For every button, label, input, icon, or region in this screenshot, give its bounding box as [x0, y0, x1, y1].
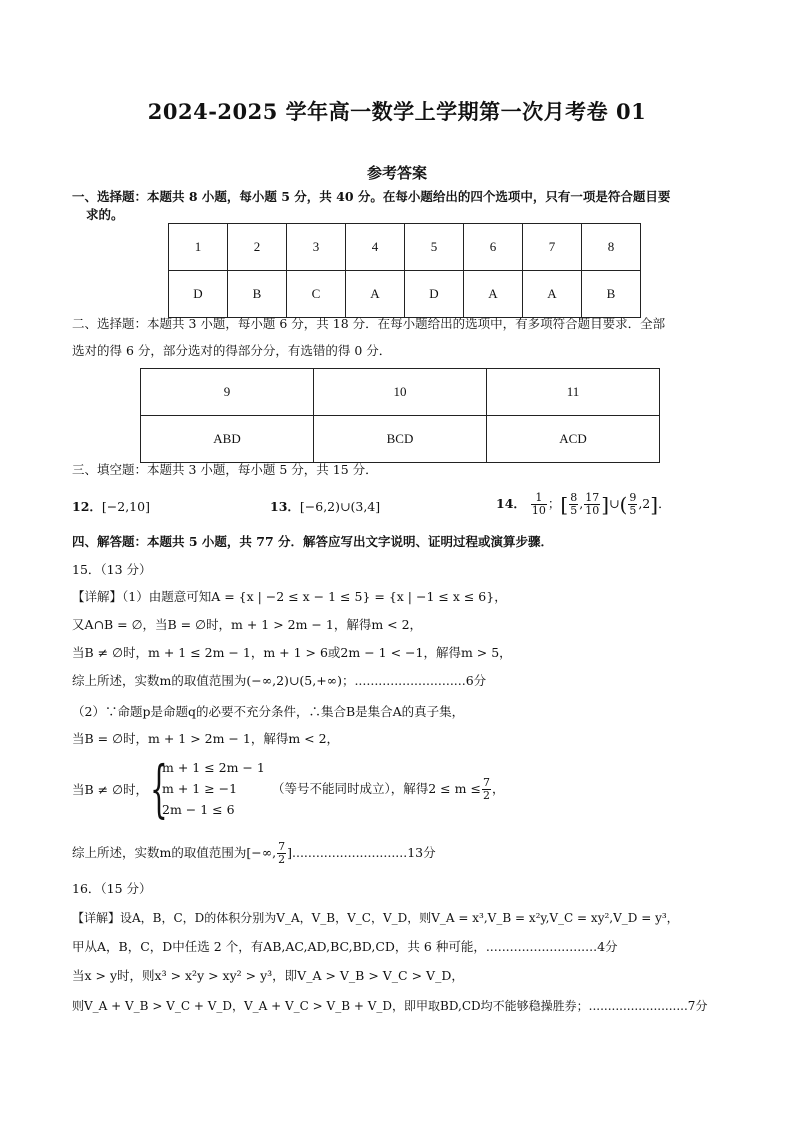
q15-system-line2: m + 1 ≥ −1 — [162, 781, 238, 796]
q15-line2: 又A∩B = ∅，当B = ∅时，m + 1 > 2m − 1，解得m < 2， — [72, 617, 423, 632]
page-title: 2024-2025 学年高一数学上学期第一次月考卷 01 — [147, 99, 647, 124]
fraction-denominator: 5 — [629, 504, 637, 517]
table-cell: 9 — [141, 369, 314, 416]
q15-line8-range: [−∞, — [246, 845, 277, 860]
fraction-numerator: 17 — [585, 491, 600, 504]
table-cell: 7 — [523, 224, 582, 271]
q14-fraction — [569, 492, 578, 517]
q12-answer: [−2,10] — [101, 499, 150, 514]
table-cell: D — [405, 271, 464, 318]
q14-label: 14． — [496, 496, 526, 511]
q14-fraction — [628, 492, 637, 517]
q15-fraction — [482, 777, 491, 802]
q14-fraction — [531, 492, 547, 517]
q15-line6: 当B = ∅时，m + 1 > 2m − 1，解得m < 2， — [72, 731, 340, 746]
q14-answer-line: 14． $\frac{1}{10}$ ；[ $\frac{8}{5}$ , $\frac{17}{10}$ ]∪( $\frac{9}{5}$ ,2]． — [496, 491, 671, 517]
fraction-numerator: 1 — [531, 492, 547, 505]
section1-answer-table — [168, 223, 641, 318]
q15-line8 — [72, 836, 436, 870]
table-cell: 8 — [582, 224, 641, 271]
section1-heading-line2: 求的。 — [86, 207, 124, 222]
table-cell: B — [228, 271, 287, 318]
q16-line2: 甲从A，B，C，D中任选 2 个，有AB,AC,AD,BC,BD,CD，共 6 种可能，............................4分 — [72, 939, 618, 954]
table-row — [141, 416, 660, 463]
q15-line7-end: ， — [491, 781, 505, 796]
q15-system-line3: 2m − 1 ≤ 6 — [162, 802, 235, 817]
fraction-denominator: 2 — [278, 853, 286, 866]
table-cell: ACD — [487, 416, 660, 463]
table-cell: 10 — [314, 369, 487, 416]
table-row — [169, 271, 641, 318]
q15-line4: 综上所述，实数m的取值范围为(−∞,2)∪(5,+∞)；............................6分 — [72, 673, 487, 688]
q15-line7-suffix — [272, 772, 504, 806]
q15-line7-prefix: 当B ≠ ∅时， — [72, 782, 148, 797]
q16-line4: 则V_A + V_B > V_C + V_D，V_A + V_C > V_B + V_D，即甲取BD,CD均不能够稳操胜券；..........................7分 — [72, 999, 708, 1013]
fraction-numerator: 7 — [278, 840, 286, 853]
q15-fraction — [277, 841, 286, 866]
table-cell: ABD — [141, 416, 314, 463]
table-cell: 11 — [487, 369, 660, 416]
system-brace: { — [150, 752, 168, 825]
bracket-close: ] — [650, 492, 659, 517]
table-cell: A — [523, 271, 582, 318]
section2-heading-line1: 二、选择题：本题共 3 小题，每小题 6 分，共 18 分．在每小题给出的选项中，有多项符合题目要求．全部 — [72, 316, 666, 331]
q15-system-line1: m + 1 ≤ 2m − 1 — [162, 760, 265, 775]
fraction-denominator: 5 — [570, 504, 578, 517]
q15-line8-close: ] — [287, 845, 292, 860]
fraction-denominator: 10 — [585, 504, 600, 517]
table-cell: 3 — [287, 224, 346, 271]
q13-label: 13． — [270, 499, 300, 514]
table-cell: 5 — [405, 224, 464, 271]
table-cell: 4 — [346, 224, 405, 271]
q15-label: 15．（13 分） — [72, 562, 152, 577]
q16-line3: 当x > y时，则x³ > x²y > xy² > y³，即V_A > V_B > V_C > V_D， — [72, 968, 464, 983]
q13-answer-line — [270, 495, 380, 519]
table-cell: A — [464, 271, 523, 318]
fraction-numerator: 7 — [482, 776, 490, 789]
q15-line3: 当B ≠ ∅时，m + 1 ≤ 2m − 1，m + 1 > 6或2m − 1 < −1，解得m > 5， — [72, 645, 512, 660]
table-cell: D — [169, 271, 228, 318]
table-row — [169, 224, 641, 271]
q14-end: ． — [658, 496, 671, 511]
fraction-numerator: 8 — [570, 491, 578, 504]
fraction-numerator: 9 — [629, 491, 637, 504]
table-cell: BCD — [314, 416, 487, 463]
section3-heading: 三、填空题：本题共 3 小题，每小题 5 分，共 15 分． — [72, 462, 378, 477]
section2-heading-line2: 选对的得 6 分，部分选对的得部分分，有选错的得 0 分． — [72, 343, 392, 358]
q15-line8-prefix: 综上所述，实数m的取值范围为 — [72, 845, 247, 860]
q14-fraction — [584, 492, 600, 517]
bracket-close: ] — [601, 492, 610, 517]
fraction-denominator: 2 — [482, 789, 490, 802]
bracket-open: [ — [560, 492, 569, 517]
fraction-denominator: 10 — [531, 504, 546, 517]
q15-line7-text: （等号不能同时成立），解得2 ≤ m ≤ — [272, 781, 481, 796]
table-cell: A — [346, 271, 405, 318]
q12-answer-line — [72, 495, 150, 519]
section4-heading: 四、解答题：本题共 5 小题，共 77 分．解答应写出文字说明、证明过程或演算步骤． — [72, 534, 554, 549]
table-row — [141, 369, 660, 416]
paren-open: ( — [619, 492, 628, 517]
table-cell: 1 — [169, 224, 228, 271]
q15-line8-dots: .............................13分 — [292, 845, 436, 860]
q15-line5: （2）∵命题p是命题q的必要不充分条件，∴集合B是集合A的真子集， — [72, 704, 465, 719]
q16-line1: 【详解】设A，B，C，D的体积分别为V_A，V_B，V_C，V_D，则V_A = x³,V_B = x²y,V_C = xy²,V_D = y³， — [72, 911, 679, 925]
page-subtitle: 参考答案 — [366, 164, 427, 182]
q13-answer: [−6,2)∪(3,4] — [299, 499, 381, 514]
q14-separator: ； — [547, 496, 561, 511]
q14-tail: ,2 — [638, 496, 651, 511]
section1-heading-line1: 一、选择题：本题共 8 小题，每小题 5 分，共 40 分。在每小题给出的四个选项中，只有一项是符合题目要 — [72, 189, 671, 204]
table-cell: 2 — [228, 224, 287, 271]
table-cell: C — [287, 271, 346, 318]
table-cell: 6 — [464, 224, 523, 271]
q15-line1: 【详解】（1）由题意可知A = {x | −2 ≤ x − 1 ≤ 5} = {x | −1 ≤ x ≤ 6}， — [72, 589, 507, 604]
table-cell: B — [582, 271, 641, 318]
q12-label: 12． — [72, 499, 102, 514]
q16-label: 16．（15 分） — [72, 881, 152, 896]
section2-answer-table — [140, 368, 660, 463]
